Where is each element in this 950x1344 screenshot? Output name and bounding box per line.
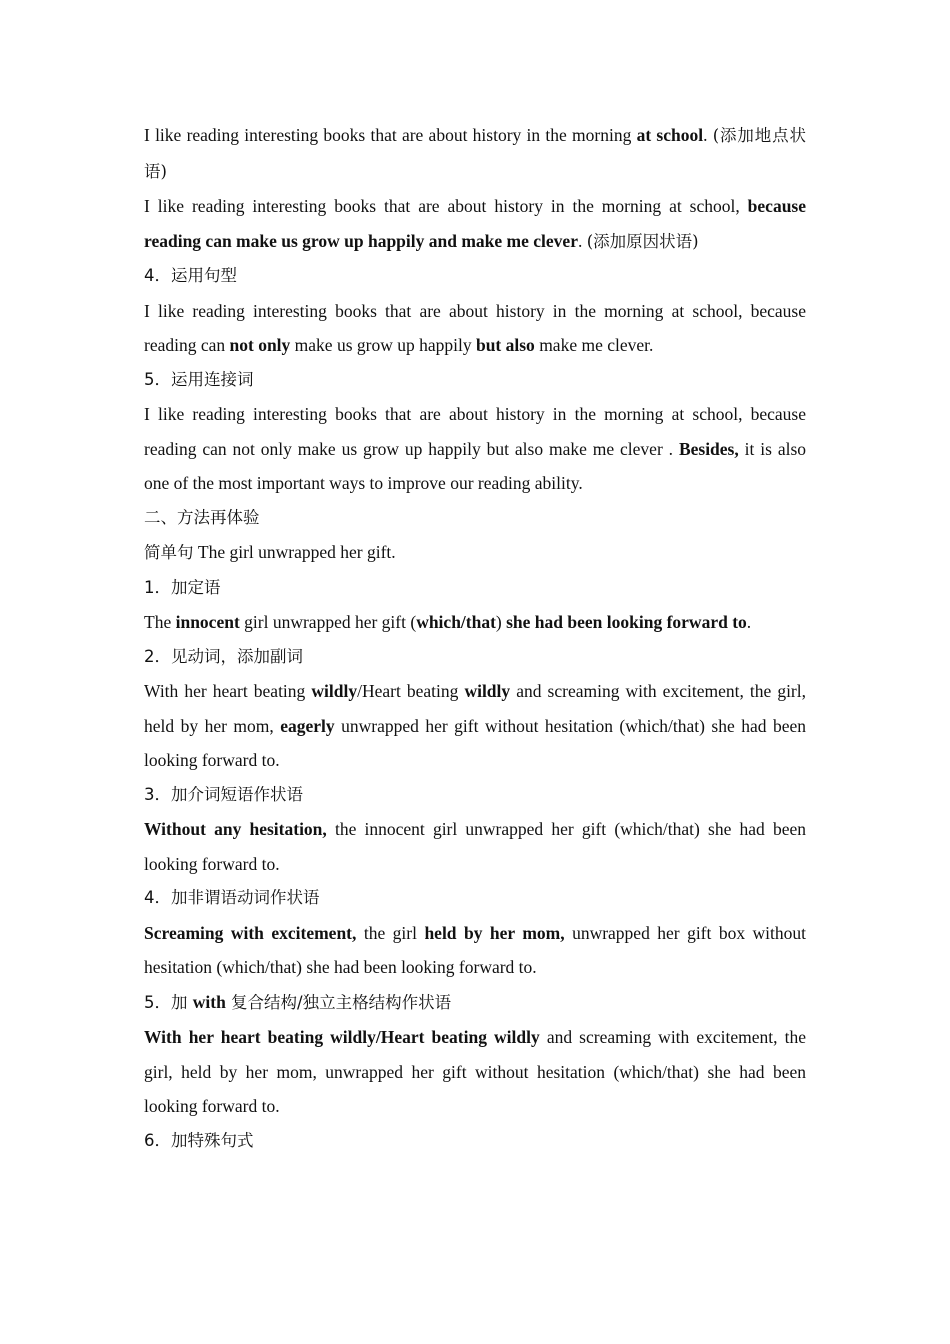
paragraph-prepositional-phrase: [144, 812, 806, 881]
bold-text: held by her mom,: [424, 922, 565, 943]
bold-text: innocent: [175, 612, 240, 632]
section-heading: 二、方法再体验: [144, 507, 260, 527]
simple-sentence: [144, 535, 806, 571]
text: ): [495, 612, 507, 632]
paragraph-attributive: [144, 605, 806, 640]
paragraph-with-structure: [144, 1020, 806, 1124]
text: With her heart beating: [144, 681, 312, 701]
text: I like reading interesting books that are about history in the morning at school, because reading can not only make us grow up happily but also make me clever .: [144, 404, 806, 459]
text: the girl: [356, 922, 425, 943]
bold-text: Without any hesitation,: [144, 819, 327, 839]
bold-text: at school: [636, 125, 704, 145]
text: and screaming with excitement, the girl, held by her mom,: [144, 681, 806, 736]
text: The girl unwrapped her gift.: [193, 542, 396, 562]
bold-text: not only: [229, 335, 291, 355]
annotation-note: (添加地点状语): [144, 126, 806, 181]
document-page: [144, 118, 806, 1158]
text: girl unwrapped her gift (: [239, 612, 417, 632]
paragraph-non-finite: [144, 916, 806, 985]
text: and screaming with excitement, the girl, held by her mom, unwrapped her gift without hesitation (which/that) she had been looking forward to.: [144, 1027, 806, 1116]
bold-text: with: [192, 991, 226, 1012]
annotation-note: (添加原因状语): [586, 231, 699, 251]
text: .: [703, 125, 713, 145]
bold-text: which/that: [416, 612, 496, 632]
text: make me clever.: [534, 335, 654, 355]
bold-text: she had been looking forward to: [506, 612, 747, 632]
bold-text: Screaming with excitement,: [144, 922, 357, 943]
paragraph-reason-adverbial: [144, 189, 806, 259]
bold-text: but also: [475, 335, 535, 355]
bold-text: Besides,: [678, 438, 739, 459]
text: /Heart beating: [357, 681, 465, 701]
bold-text: wildly: [311, 681, 358, 701]
bold-text: eagerly: [280, 715, 335, 736]
heading-adverb: 2．见动词，添加副词: [144, 646, 303, 666]
heading-with-structure: [144, 985, 806, 1021]
heading-non-finite: 4．加非谓语动词作状语: [144, 888, 320, 907]
text: 5．加: [144, 992, 193, 1012]
text: it is also one of the most important ways to improve our reading ability.: [144, 438, 807, 493]
text: unwrapped her gift without hesitation (which/that) she had been looking forward to.: [144, 715, 806, 770]
paragraph-besides: [144, 397, 806, 501]
paragraph-adverb: [144, 674, 806, 778]
text: I like reading interesting books that are about history in the morning: [144, 125, 637, 145]
bold-text: With her heart beating wildly/Heart beating wildly: [144, 1027, 540, 1047]
text: The: [144, 612, 176, 632]
heading-attributive: 1．加定语: [144, 577, 221, 597]
simple-sentence-label: 简单句: [144, 543, 194, 562]
heading-special-pattern: 6．加特殊句式: [144, 1130, 254, 1150]
paragraph-not-only: [144, 294, 806, 363]
paragraph-place-adverbial: [144, 118, 806, 189]
text: I like reading interesting books that are about history in the morning at school, because reading can: [144, 300, 806, 355]
bold-text: wildly: [464, 681, 511, 701]
text: the innocent girl unwrapped her gift (which/that) she had been looking forward to.: [144, 819, 806, 874]
text: .: [577, 230, 587, 251]
heading-prepositional-phrase: 3．加介词短语作状语: [144, 784, 303, 804]
text: I like reading interesting books that are about history in the morning at school,: [144, 196, 748, 216]
text: unwrapped her gift box without hesitation (which/that) she had been looking forward to.: [144, 922, 806, 977]
text: 复合结构/独立主格结构作状语: [225, 992, 452, 1012]
text: make us grow up happily: [290, 335, 476, 355]
heading-use-connective: 5．运用连接词: [144, 369, 254, 389]
text: .: [746, 612, 752, 632]
bold-text: because reading can make us grow up happily and make me clever: [144, 196, 806, 251]
heading-use-pattern: 4．运用句型: [144, 266, 237, 285]
